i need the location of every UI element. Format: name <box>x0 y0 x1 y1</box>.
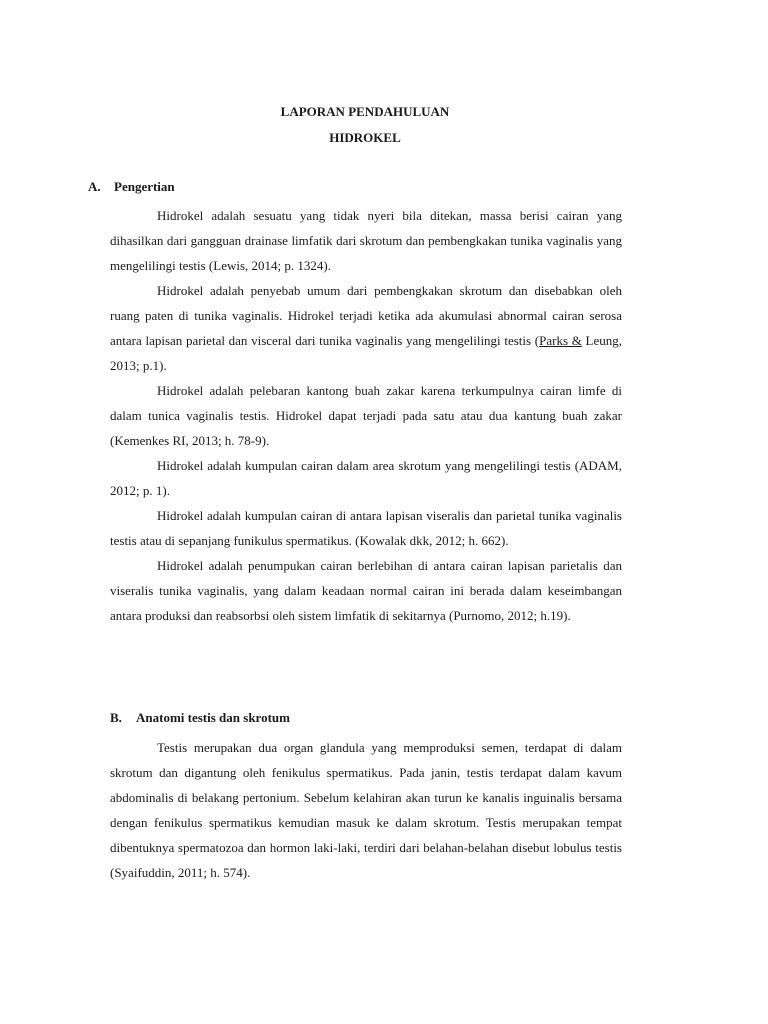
citation-text: Leung, 2013; p.1). <box>110 333 622 373</box>
paragraph: Hidrokel adalah kumpulan cairan di antara lapisan viseralis dan parietal tunika vaginalis testis atau di sepanjang funikulus spermatikus. (Kowalak dkk, 2012; h. 662). <box>110 508 622 548</box>
paragraph: Testis merupakan dua organ glandula yang memproduksi semen, terdapat di dalam skrotum dan digantung oleh fenikulus spermatikus. Pada janin, testis terdapat dalam kavum abdominalis di belakang pertonium. Sebelum kelahiran akan turun ke kanalis inguinalis bersama dengan fenikulus spermatikus kemudian masuk ke dalam skrotum. Testis merupakan tempat dibentuknya spermatozoa dan hormon laki-laki, terdiri dari belahan-belahan disebut lobulus testis (Syaifuddin, 2011; h. 574). <box>110 740 622 880</box>
document-subtitle: HIDROKEL <box>329 130 401 145</box>
section-b-heading <box>110 710 290 726</box>
section-a-marker: A. <box>88 179 101 194</box>
section-a-title: Pengertian <box>114 179 175 194</box>
section-b-title: Anatomi testis dan skrotum <box>136 710 290 725</box>
document-title: LAPORAN PENDAHULUAN <box>280 104 450 119</box>
paragraph: Hidrokel adalah sesuatu yang tidak nyeri bila ditekan, massa berisi cairan yang dihasilkan dari gangguan drainase limfatik dari skrotum dan pembengkakan tunika vaginalis yang mengelilingi testis (Lewis, 2014; p. 1324). <box>110 208 622 273</box>
section-a-heading <box>88 179 175 195</box>
section-b-marker: B. <box>110 710 122 725</box>
paragraph <box>110 278 622 378</box>
section-a-body <box>110 203 622 628</box>
paragraph-text: Hidrokel adalah penyebab umum dari pembengkakan skrotum dan disebabkan oleh ruang paten di tunika vaginalis. Hidrokel terjadi ketika ada akumulasi abnormal cairan serosa antara lapisan parietal dan visceral dari tunika vaginalis yang mengelilingi testis ( <box>110 283 622 348</box>
paragraph: Hidrokel adalah penumpukan cairan berlebihan di antara cairan lapisan parietalis dan viseralis tunika vaginalis, yang dalam keadaan normal cairan ini berada dalam keseimbangan antara produksi dan reabsorbsi oleh sistem limfatik di sekitarnya (Purnomo, 2012; h.19). <box>110 558 622 623</box>
paragraph: Hidrokel adalah pelebaran kantong buah zakar karena terkumpulnya cairan limfe di dalam tunica vaginalis testis. Hidrokel dapat terjadi pada satu atau dua kantung buah zakar (Kemenkes RI, 2013; h. 78-9). <box>110 383 622 448</box>
section-b-body <box>110 735 622 885</box>
paragraph: Hidrokel adalah kumpulan cairan dalam area skrotum yang mengelilingi testis (ADAM, 2012; p. 1). <box>110 458 622 498</box>
citation-underlined: Parks & <box>539 333 582 348</box>
